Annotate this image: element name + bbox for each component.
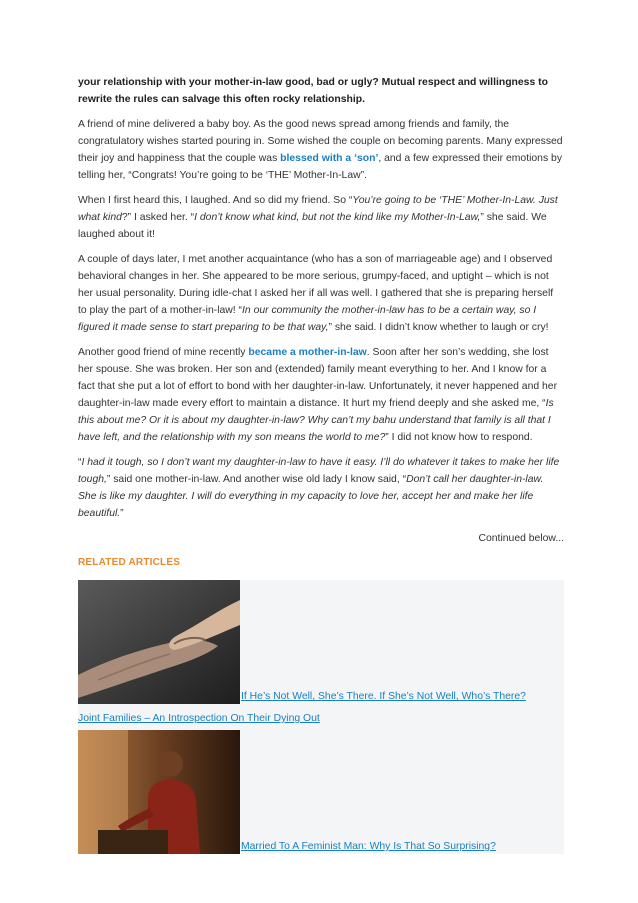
p2-quote-2: I don’t know what kind, but not the kind like my Mother-In-Law, xyxy=(194,212,481,223)
p3-text-b: ” she said. I didn’t know whether to laugh or cry! xyxy=(328,322,549,333)
paragraph-4 xyxy=(78,344,564,446)
p5-text-b: ” said one mother-in-law. And another wise old lady I know said, “ xyxy=(106,474,407,485)
p1-text-a: A friend of mine delivered a baby boy. As the good news spread among friends and family, the congratulatory wishes started pouring in. Some wished the couple on becoming parents. Many expressed their joy and happiness that the couple was xyxy=(78,119,563,164)
p4-text-a: Another good friend of mine recently xyxy=(78,347,249,358)
man-image xyxy=(78,730,240,854)
p3-text-a: A couple of days later, I met another acquaintance (who has a son of marriageable age) and I observed behavioral changes in her. She appeared to be more serious, grumpy-faced, and uptight – which is not her usual personality. During idle-chat I asked her if all was well. I gathered that she is preparing herself to play the part of a mother-in-law! “ xyxy=(78,254,554,316)
paragraph-1 xyxy=(78,116,564,184)
p5-quote-1: I had it tough, so I don’t want my daughter-in-law to have it easy. I’ll do whatever it takes to make her life tough, xyxy=(78,457,560,485)
hands-image xyxy=(78,580,240,704)
p4-quote: Is this about me? Or it is about my daughter-in-law? Why can’t my bahu understand that family is all that I have left, and the relationship with my son means the world to me? xyxy=(78,398,554,443)
blessed-with-son-link[interactable]: blessed with a ‘son’ xyxy=(280,153,379,164)
related-articles-heading: RELATED ARTICLES xyxy=(78,557,181,568)
p2-text-a: When I first heard this, I laughed. And so did my friend. So “ xyxy=(78,195,353,206)
related-item xyxy=(78,730,564,854)
man-thumbnail[interactable] xyxy=(78,730,240,854)
hands-thumbnail[interactable] xyxy=(78,580,240,704)
related-link-2[interactable]: Joint Families – An Introspection On Their Dying Out xyxy=(78,713,320,724)
p1-text-b: , and a few expressed their emotions by telling her, “Congrats! You’re going to be ‘THE’ Mother-In-Law”. xyxy=(78,153,563,181)
article-lead: your relationship with your mother-in-law good, bad or ugly? Mutual respect and willingness to rewrite the rules can salvage this often rocky relationship. xyxy=(78,77,548,105)
p5-quote-2: Don’t call her daughter-in-law. She is like my daughter. I will do everything in my capacity to love her, accept her and make her life beautiful. xyxy=(78,474,544,519)
p3-quote: In our community the mother-in-law has to be a certain way, so I figured it made sense to start preparing to be that way, xyxy=(78,305,537,333)
p2-quote-1: You’re going to be ‘THE’ Mother-In-Law. Just what kind xyxy=(78,195,558,223)
article-body xyxy=(78,74,564,854)
p2-text-b: ?” I asked her. “ xyxy=(121,212,195,223)
p5-text-a: “ xyxy=(78,457,82,468)
related-item xyxy=(78,704,564,730)
became-mother-in-law-link[interactable]: became a mother-in-law xyxy=(248,347,367,358)
continued-below: Continued below... xyxy=(478,533,564,544)
paragraph-2 xyxy=(78,192,564,243)
p4-text-c: ” I did not know how to respond. xyxy=(385,432,533,443)
related-link-1[interactable]: If He’s Not Well, She’s There. If She’s Not Well, Who’s There? xyxy=(241,691,526,702)
paragraph-3 xyxy=(78,251,564,336)
related-link-3[interactable]: Married To A Feminist Man: Why Is That So Surprising? xyxy=(241,841,496,852)
p2-text-c: ” she said. We laughed about it! xyxy=(78,212,547,240)
paragraph-5 xyxy=(78,454,564,522)
related-articles-list xyxy=(78,580,564,854)
p4-text-b: . Soon after her son’s wedding, she lost her spouse. She was broken. Her son and (extended) family meant everything to her. And I know for a fact that she put a lot of effort to bond with her daughter-in-law. Unfortunately, it never happened and her daughter-in-law made every effort to maintain a distance. It hurt my friend deeply and she asked me, “ xyxy=(78,347,558,409)
p5-text-c: ” xyxy=(120,508,124,519)
related-item xyxy=(78,580,564,704)
